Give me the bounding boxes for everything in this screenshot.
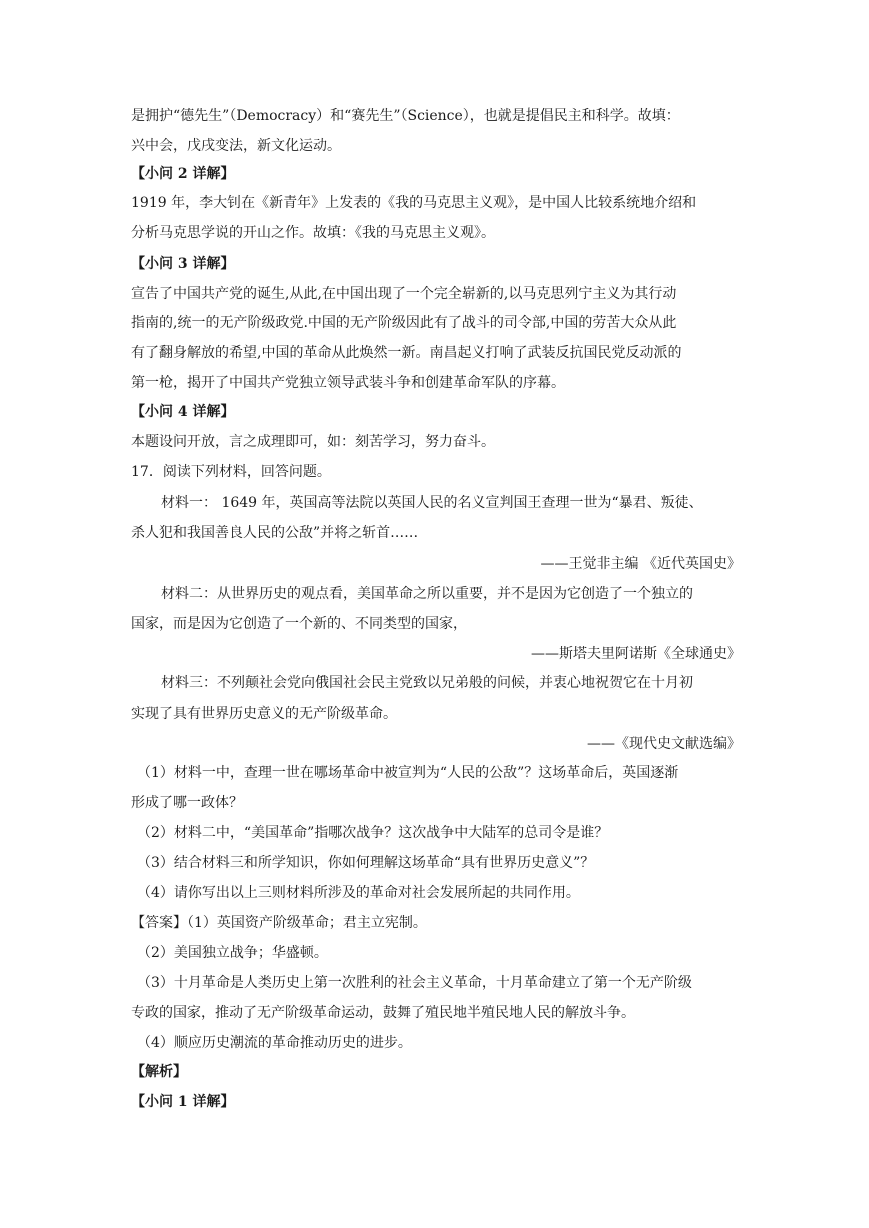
section-heading: 【解析】: [131, 1064, 187, 1080]
section-heading: 【小问 1 详解】: [131, 1094, 235, 1110]
material-two: 材料二：从世界历史的观点看，美国革命之所以重要，并不是因为它创造了一个独立的: [161, 586, 693, 602]
answer-line: （2）美国独立战争；华盛顿。: [137, 945, 328, 961]
citation: ——《现代史文献选编》: [587, 736, 741, 752]
answer-line: 【答案】（1）英国资产阶级革命；君主立宪制。: [131, 915, 427, 931]
text-line: 1919 年，李大钊在《新青年》上发表的《我的马克思主义观》，是中国人比较系统地介绍和: [131, 195, 697, 211]
citation: ——斯塔夫里阿诺斯《全球通史》: [531, 646, 741, 662]
text-line: 杀人犯和我国善良人民的公敌”并将之斩首……: [131, 525, 419, 541]
text-line: 实现了具有世界历史意义的无产阶级革命。: [131, 706, 397, 722]
text-line: 分析马克思学说的开山之作。故填：《我的马克思主义观》。: [131, 225, 495, 241]
sub-question: （3）结合材料三和所学知识，你如何理解这场革命“具有世界历史意义”？: [137, 855, 595, 871]
question-number: 17．阅读下列材料，回答问题。: [131, 464, 331, 480]
text-line: 国家，而是因为它创造了一个新的、不同类型的国家，: [131, 616, 467, 632]
text-line: 兴中会，戊戌变法，新文化运动。: [131, 138, 341, 154]
answer-line: （4）顺应历史潮流的革命推动历史的进步。: [137, 1035, 412, 1051]
sub-question: （2）材料二中，“美国革命”指哪次战争？这次战争中大陆军的总司令是谁？: [137, 825, 609, 841]
text-line: 指南的,统一的无产阶级政党.中国的无产阶级因此有了战斗的司令部,中国的劳苦大众从此: [131, 315, 677, 331]
material-three: 材料三：不列颠社会党向俄国社会民主党致以兄弟般的问候，并衷心地祝贺它在十月初: [161, 675, 693, 691]
sub-question: （4）请你写出以上三则材料所涉及的革命对社会发展所起的共同作用。: [137, 885, 580, 901]
answer-line: （3）十月革命是人类历史上第一次胜利的社会主义革命，十月革命建立了第一个无产阶级: [137, 975, 692, 991]
text-line: 第一枪，揭开了中国共产党独立领导武装斗争和创建革命军队的序幕。: [131, 375, 565, 391]
citation: ——王觉非主编 《近代英国史》: [540, 556, 741, 572]
text-line: 本题设问开放，言之成理即可，如：刻苦学习，努力奋斗。: [131, 434, 495, 450]
text-line: 宣告了中国共产党的诞生,从此,在中国出现了一个完全崭新的,以马克思列宁主义为其行动: [131, 286, 677, 302]
section-heading: 【小问 3 详解】: [131, 256, 235, 272]
text-line: 专政的国家，推动了无产阶级革命运动，鼓舞了殖民地半殖民地人民的解放斗争。: [131, 1005, 635, 1021]
section-heading: 【小问 2 详解】: [131, 166, 235, 182]
material-one: 材料一： 1649 年，英国高等法院以英国人民的名义宣判国王查理一世为“暴君、叛徒、: [161, 495, 703, 511]
text-line: 形成了哪一政体？: [131, 795, 243, 811]
sub-question: （1）材料一中，查理一世在哪场革命中被宣判为“人民的公敌”？这场革命后，英国逐渐: [137, 765, 679, 781]
text-line: 有了翻身解放的希望,中国的革命从此焕然一新。南昌起义打响了武装反抗国民党反动派的: [131, 345, 682, 361]
text-line: 是拥护“德先生”（Democracy）和“赛先生”（Science），也就是提倡民主和科学。故填：: [131, 108, 680, 124]
section-heading: 【小问 4 详解】: [131, 404, 235, 420]
